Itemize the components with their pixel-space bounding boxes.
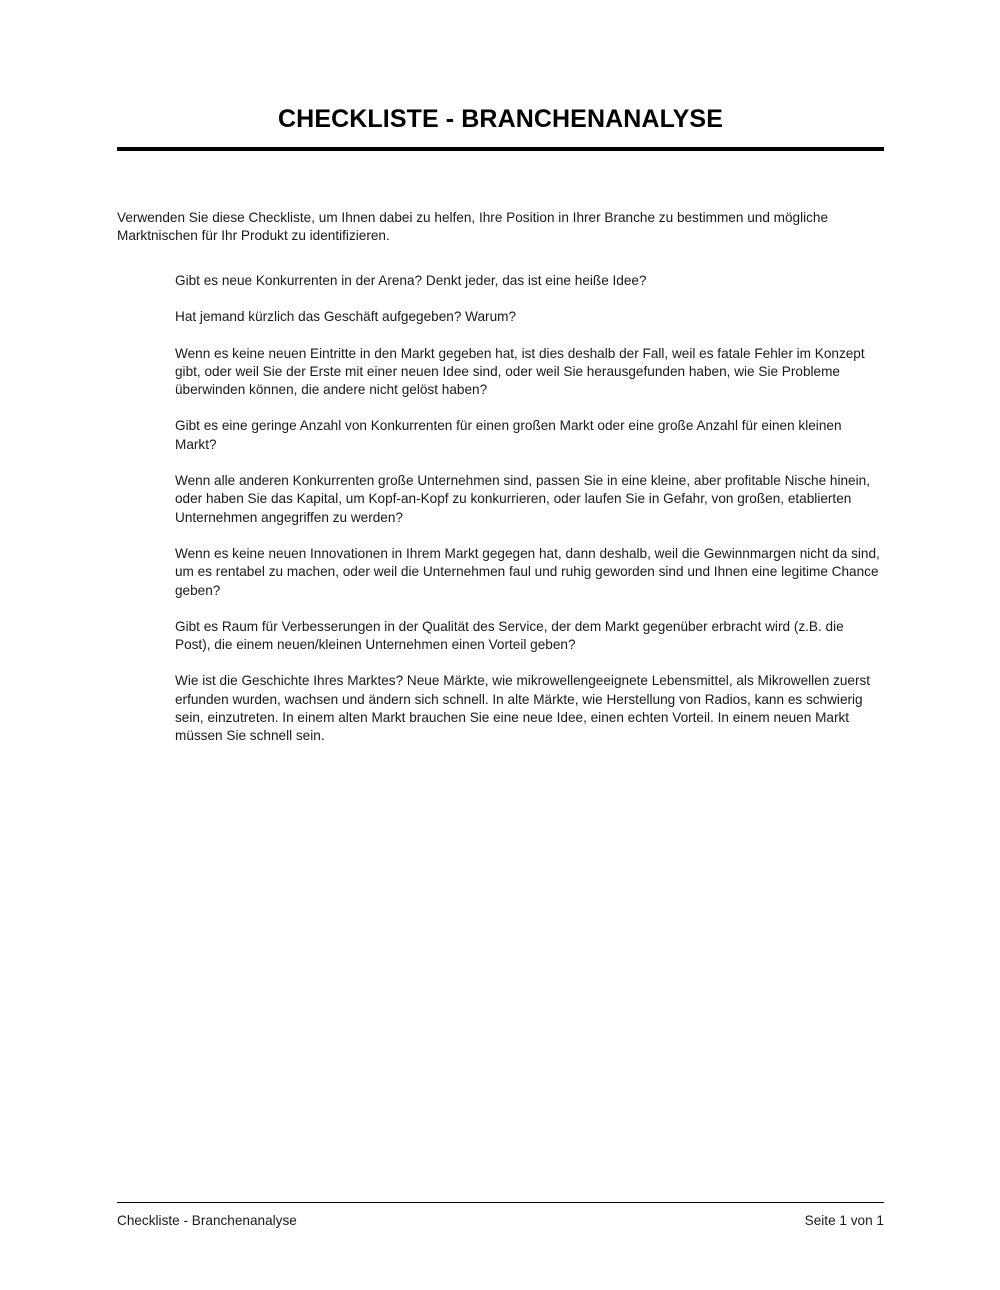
header-divider xyxy=(117,147,884,151)
page-title: CHECKLISTE - BRANCHENANALYSE xyxy=(278,105,723,133)
list-item: Hat jemand kürzlich das Geschäft aufgegeben? Warum? xyxy=(175,309,517,325)
list-item: Wenn es keine neuen Innovationen in Ihrem Markt gegegen hat, dann deshalb, weil die Gewinnmargen nicht da sind, um es rentabel zu machen, oder weil die Unternehmen faul und ruhig geworden sind und Ihnen eine legitime Chance geben? xyxy=(175,545,880,598)
footer-row xyxy=(117,1212,884,1229)
list-item: Gibt es eine geringe Anzahl von Konkurrenten für einen großen Markt oder eine große Anzahl für einen kleinen Markt? xyxy=(175,418,842,452)
list-item: Wenn es keine neuen Eintritte in den Markt gegeben hat, ist dies deshalb der Fall, weil es fatale Fehler im Konzept gibt, oder weil Sie der Erste mit einer neuen Idee sind, oder weil Sie herausgefunden haben, wie Sie Probleme überwinden können, die andere nicht gelöst haben? xyxy=(175,345,865,398)
list-item: Gibt es neue Konkurrenten in der Arena? Denkt jeder, das ist eine heiße Idee? xyxy=(175,273,647,288)
checklist xyxy=(175,272,881,746)
list-item: Wie ist die Geschichte Ihres Marktes? Neue Märkte, wie mikrowellengeeignete Lebensmittel, als Mikrowellen zuerst erfunden wurden, wachsen und ändern sich schnell. In alte Märkte, wie Herstellung von Radios, kann es schwierig sein, einzutreten. In einem alten Markt brauchen Sie eine neue Idee, einen echten Vorteil. In einem neuen Markt müssen Sie schnell sein. xyxy=(175,673,871,744)
document-footer xyxy=(117,1202,884,1229)
footer-document-name: Checkliste - Branchenanalyse xyxy=(117,1213,297,1228)
list-item: Wenn alle anderen Konkurrenten große Unternehmen sind, passen Sie in eine kleine, aber profitable Nische hinein, oder haben Sie das Kapital, um Kopf-an-Kopf zu konkurrieren, oder laufen Sie in Gefahr, von großen, etablierten Unternehmen angegriffen zu werden? xyxy=(175,473,870,525)
footer-divider xyxy=(117,1202,884,1203)
footer-page-number: Seite 1 von 1 xyxy=(804,1213,884,1228)
list-item: Gibt es Raum für Verbesserungen in der Qualität des Service, der dem Markt gegenüber erbracht wird (z.B. die Post), die einem neuen/kleinen Unternehmen einen Vorteil geben? xyxy=(175,618,844,653)
intro-paragraph: Verwenden Sie diese Checkliste, um Ihnen dabei zu helfen, Ihre Position in Ihrer Branche zu bestimmen und mögliche Marktnischen für Ihr Produkt zu identifizieren. xyxy=(117,209,829,243)
document-header xyxy=(117,104,884,151)
